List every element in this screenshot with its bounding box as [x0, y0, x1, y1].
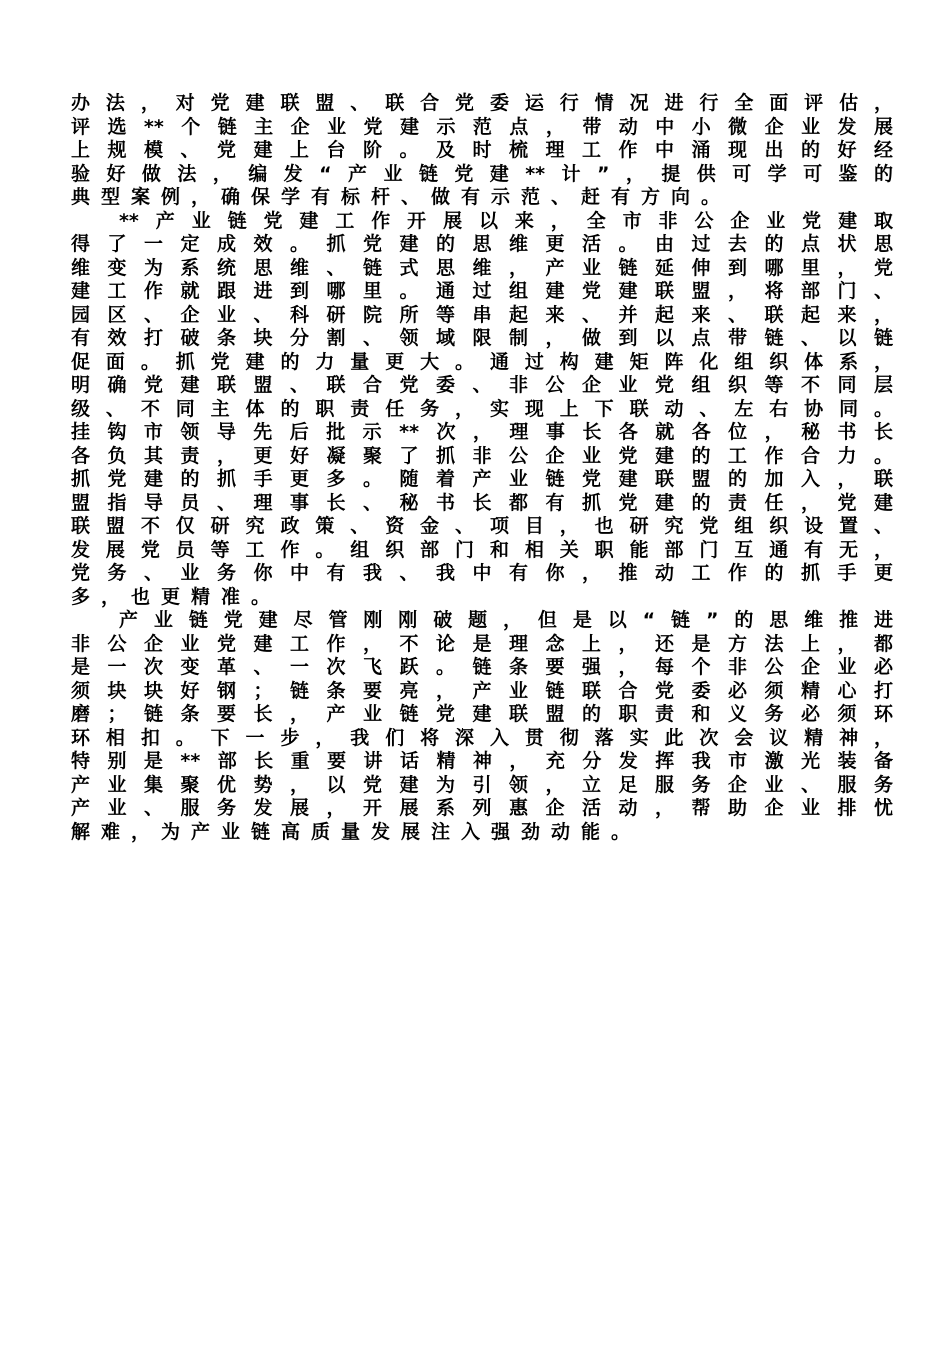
text-line: 多，也更精准。 — [71, 585, 282, 608]
text-line: 评选**个链主企业党建示范点，带动中小微企业发展 — [71, 115, 893, 138]
text-line: 建工作就跟进到哪里。通过组建党建联盟，将部门、 — [71, 280, 893, 302]
text-line: 级、不同主体的职责任务，实现上下联动、左右协同。 — [71, 397, 893, 420]
text-line: 明确党建联盟、联合党委、非公企业党组织等不同层 — [71, 374, 893, 396]
text-line: 园区、企业、科研院所等串起来、并起来、联起来， — [71, 303, 893, 326]
text-line: 非公企业党建工作，不论是理念上，还是方法上，都 — [71, 632, 893, 655]
text-line: 促面。抓党建的力量更大。通过构建矩阵化组织体系， — [71, 350, 893, 373]
text-line: 挂钩市领导先后批示**次，理事长各就各位，秘书长 — [71, 421, 893, 443]
text-line: 有效打破条块分割、领域限制，做到以点带链、以链 — [71, 327, 893, 349]
text-line: 上规模、党建上台阶。及时梳理工作中涌现出的好经 — [71, 139, 893, 161]
text-line: 抓党建的抓手更多。随着产业链党建联盟的加入，联 — [71, 468, 893, 490]
text-line: 典型案例，确保学有标杆、做有示范、赶有方向。 — [71, 186, 732, 208]
text-line: 解难，为产业链高质量发展注入强劲动能。 — [71, 820, 642, 843]
text-line: 磨；链条要长，产业链党建联盟的职责和义务必须环 — [71, 703, 893, 725]
text-line: 产业集聚优势，以党建为引领，立足服务企业、服务 — [71, 773, 893, 796]
text-line: 环相扣。下一步，我们将深入贯彻落实此次会议精神， — [71, 726, 893, 749]
text-line: 特别是**部长重要讲话精神，充分发挥我市激光装备 — [71, 750, 893, 772]
text-line: 验好做法，编发“产业链党建**计”，提供可学可鉴的 — [71, 162, 893, 185]
text-line: 得了一定成效。抓党建的思维更活。由过去的点状思 — [71, 233, 893, 255]
paragraph-start-line: 产业链党建尽管刚刚破题，但是以“链”的思维推进 — [119, 609, 893, 631]
text-line: 是一次变革、一次飞跃。链条要强，每个非公企业必 — [71, 656, 893, 678]
text-line: 产业、服务发展，开展系列惠企活动，帮助企业排忧 — [71, 797, 893, 819]
text-line: 须块块好钢；链条要亮，产业链联合党委必须精心打 — [71, 679, 893, 702]
body-text — [71, 92, 893, 844]
text-line: 发展党员等工作。组织部门和相关职能部门互通有无， — [71, 538, 893, 561]
text-line: 党务、业务你中有我、我中有你，推动工作的抓手更 — [71, 562, 893, 584]
paragraph-start-line: **产业链党建工作开展以来，全市非公企业党建取 — [119, 209, 893, 232]
text-line: 办法，对党建联盟、联合党委运行情况进行全面评估， — [71, 92, 893, 114]
text-line: 联盟不仅研究政策、资金、项目，也研究党组织设置、 — [71, 515, 893, 537]
text-line: 盟指导员、理事长、秘书长都有抓党建的责任，党建 — [71, 491, 893, 514]
text-line: 维变为系统思维、链式思维，产业链延伸到哪里，党 — [71, 256, 893, 279]
text-line: 各负其责，更好凝聚了抓非公企业党建的工作合力。 — [71, 444, 893, 467]
